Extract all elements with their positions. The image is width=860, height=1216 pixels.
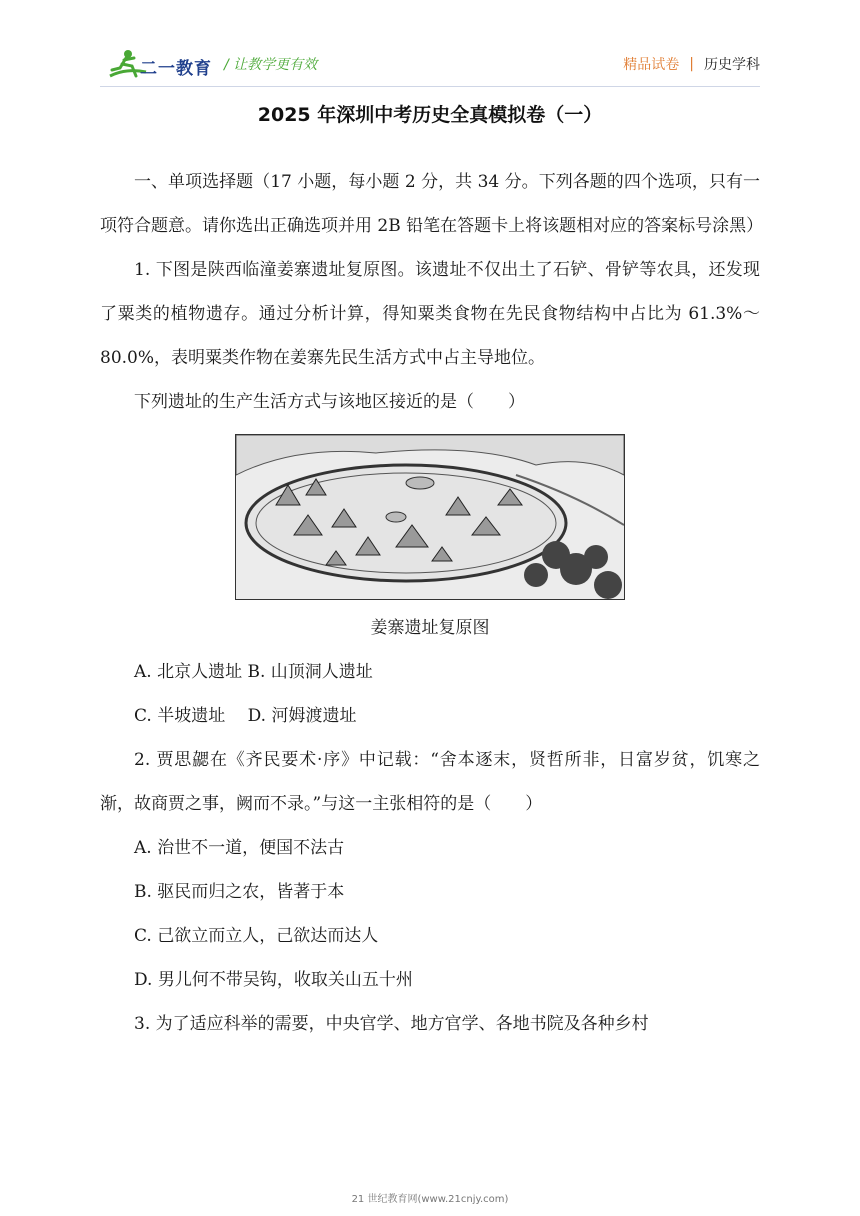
question-2-text: 2. 贾思勰在《齐民要术·序》中记载：“舍本逐末，贤哲所非，日富岁贫，饥寒之渐，故商贾之事，阙而不录。”与这一主张相符的是（ ） <box>100 750 760 814</box>
question-3-text: 3. 为了适应科举的需要，中央官学、地方官学、各地书院及各种乡村 <box>134 1014 649 1034</box>
logo-text: 二一教育 <box>140 59 212 79</box>
question-2-option-b: B. 驱民而归之农，皆著于本 <box>134 882 345 902</box>
header-divider <box>100 86 760 87</box>
question-1-options-row-2: C. 半坡遗址 D. 河姆渡遗址 <box>134 706 357 726</box>
question-2-option-d: D. 男儿何不带吴钩，收取关山五十州 <box>134 970 413 990</box>
figure-caption: 姜寨遗址复原图 <box>370 618 490 638</box>
exam-content <box>100 160 764 1046</box>
page-footer: 21 世纪教育网(www.21cnjy.com) <box>351 1194 509 1205</box>
question-1-text: 1. 下图是陕西临潼姜寨遗址复原图。该遗址不仅出土了石铲、骨铲等农具，还发现了粟类的植物遗存。通过分析计算，得知粟类食物在先民食物结构中占比为 61.3%～80.0%，表明粟类作物在姜寨先民生活方式中占主导地位。 <box>100 260 760 368</box>
exam-title: 2025 年深圳中考历史全真模拟卷（一） <box>257 104 603 126</box>
header-right <box>623 54 760 74</box>
page-header <box>0 0 860 100</box>
question-2-option-c: C. 己欲立而立人，己欲达而达人 <box>134 926 379 946</box>
slogan: / 让教学更有效 <box>224 57 318 73</box>
question-2-option-a: A. 治世不一道，便国不法古 <box>134 838 345 858</box>
header-separator: | <box>689 56 694 72</box>
jiangzhai-site-illustration <box>235 434 625 600</box>
question-1-stem: 下列遗址的生产生活方式与该地区接近的是（ ） <box>134 392 525 412</box>
jiangzhai-sketch-icon <box>236 435 624 599</box>
quality-tag: 精品试卷 <box>623 57 680 73</box>
subject-label: 历史学科 <box>704 57 760 73</box>
section-intro: 一、单项选择题（17 小题，每小题 2 分，共 34 分。下列各题的四个选项，只有一项符合题意。请你选出正确选项并用 2B 铅笔在答题卡上将该题相对应的答案标号涂黑） <box>100 172 764 236</box>
question-1-options-row-1: A. 北京人遗址 B. 山顶洞人遗址 <box>134 662 373 682</box>
